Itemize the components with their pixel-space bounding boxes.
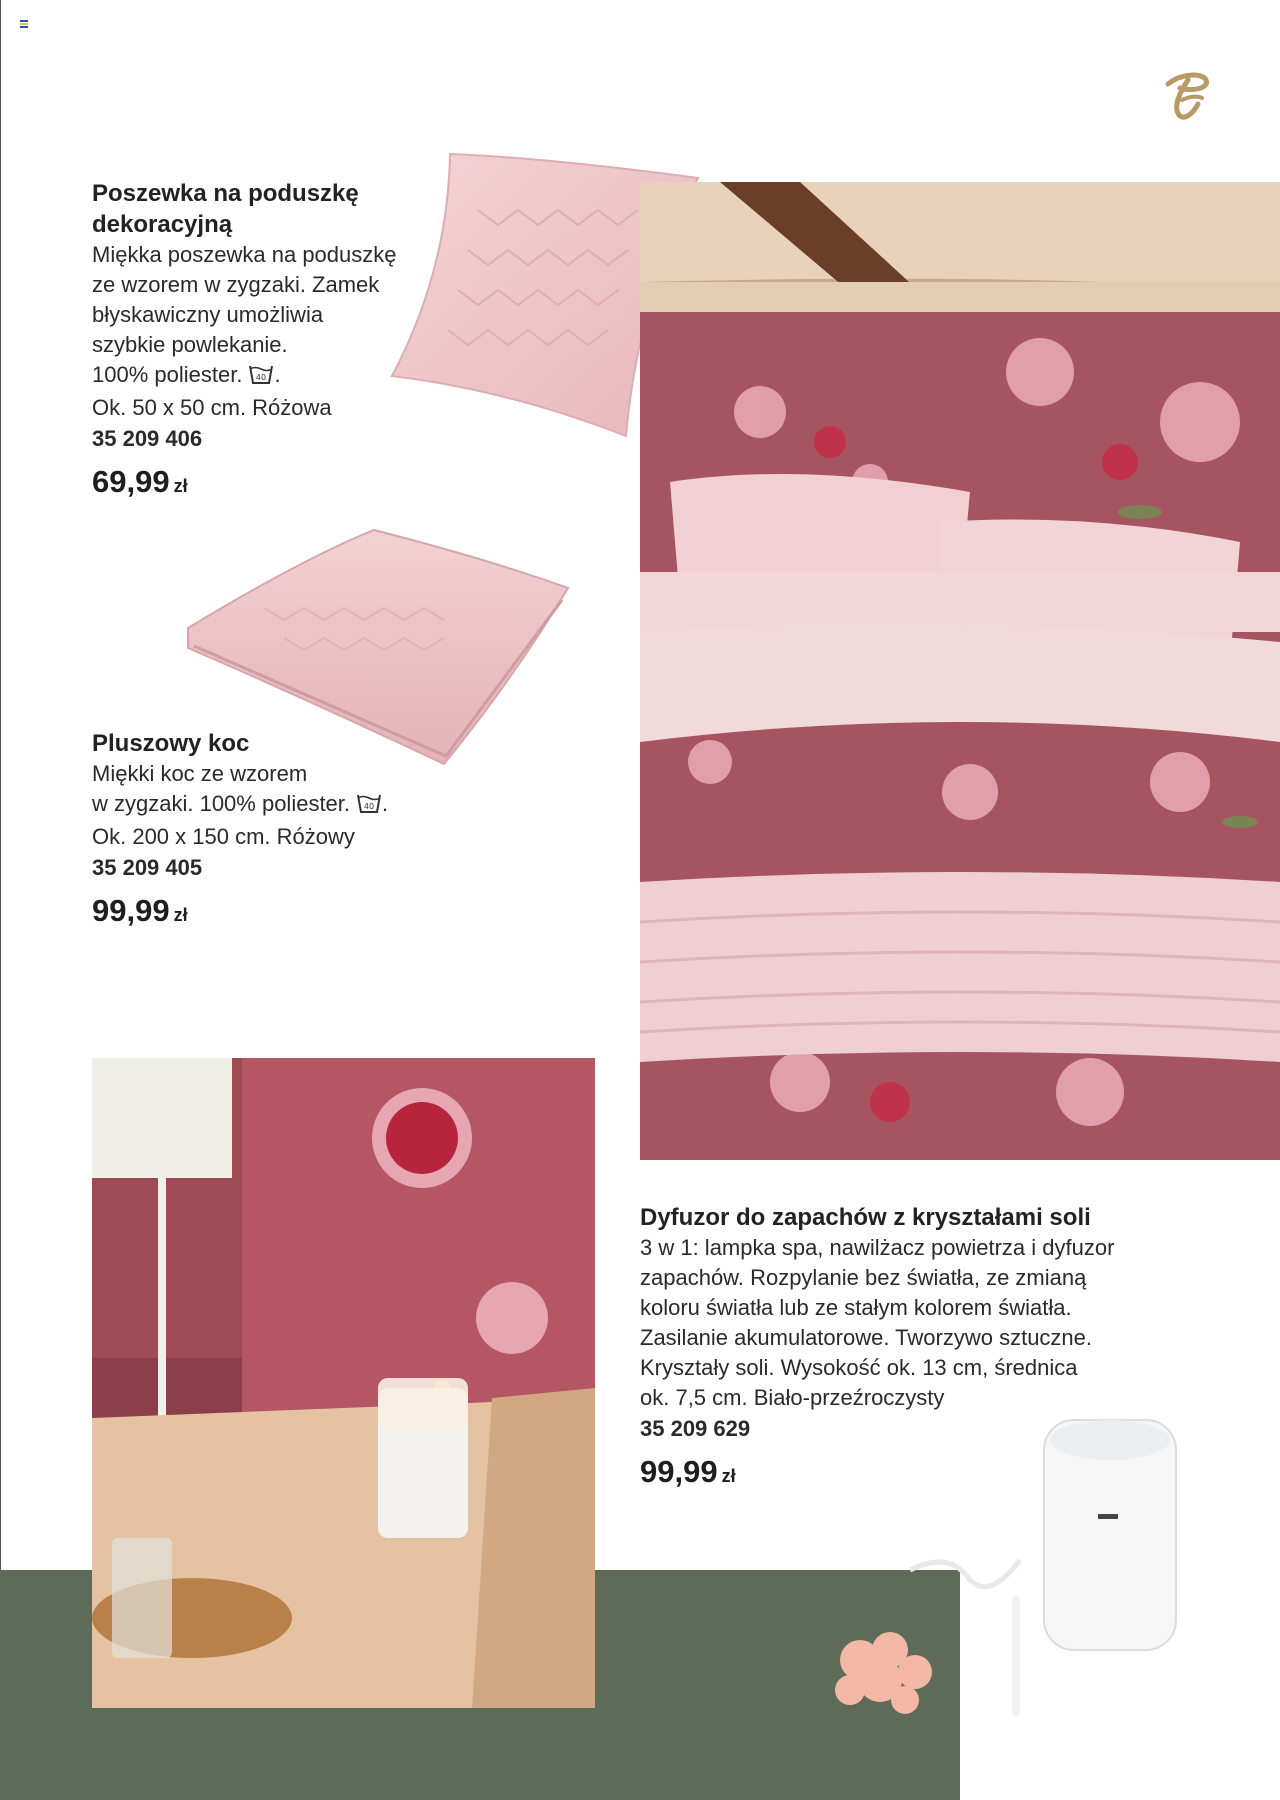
page-left-border xyxy=(0,0,1,1570)
product-price: 99,99 zł xyxy=(92,893,188,928)
product-price: 69,99 zł xyxy=(92,464,188,499)
product-desc-line: Kryształy soli. Wysokość ok. 13 cm, średnica xyxy=(640,1355,1078,1380)
tchibo-swirl-icon xyxy=(1158,66,1214,122)
product-desc-line: ok. 7,5 cm. Biało-przeźroczysty xyxy=(640,1385,945,1410)
wash-40-icon xyxy=(248,363,274,393)
product-desc-line: ze wzorem w zygzaki. Zamek xyxy=(92,272,380,297)
product-pillow-cover xyxy=(92,178,422,504)
product-sku: 35 209 629 xyxy=(640,1416,751,1441)
corner-mark xyxy=(20,20,28,26)
product-material-line: w zygzaki. 100% poliester. 40 . xyxy=(92,789,472,822)
product-title: Pluszowy koc xyxy=(92,730,250,757)
product-size-line: Ok. 200 x 150 cm. Różowy xyxy=(92,824,355,849)
product-size-line: Ok. 50 x 50 cm. Różowa xyxy=(92,395,332,420)
product-desc-line: błyskawiczny umożliwia xyxy=(92,302,324,327)
product-desc-line: w zygzaki. 100% poliester. xyxy=(92,791,351,816)
product-desc-line: Zasilanie akumulatorowe. Tworzywo sztuczne. xyxy=(640,1325,1093,1350)
product-desc-line: zapachów. Rozpylanie bez światła, ze zmianą xyxy=(640,1265,1087,1290)
product-desc-line: Miękka poszewka na poduszkę xyxy=(92,242,397,267)
product-sku: 35 209 405 xyxy=(92,855,203,880)
product-plush-blanket xyxy=(92,728,472,933)
product-material-line: 100% poliester. 40 . xyxy=(92,360,422,393)
bedside-lamp-photo xyxy=(92,1058,595,1708)
product-title: Dyfuzor do zapachów z kryształami soli xyxy=(640,1204,1091,1231)
product-desc-line: Miękki koc ze wzorem xyxy=(92,761,308,786)
svg-text:40: 40 xyxy=(256,373,267,382)
product-desc-line: szybkie powlekanie. xyxy=(92,332,288,357)
product-salt-diffuser xyxy=(640,1202,1160,1494)
wash-40-icon xyxy=(356,792,382,822)
product-sku: 35 209 406 xyxy=(92,426,203,451)
product-desc-line: 3 w 1: lampka spa, nawilżacz powietrza i dyfuzor xyxy=(640,1235,1115,1260)
svg-text:40: 40 xyxy=(363,802,375,811)
bedroom-photo xyxy=(640,182,1280,1160)
product-desc-line: 100% poliester. xyxy=(92,362,243,387)
product-desc-line: koloru światła lub ze stałym kolorem światła. xyxy=(640,1295,1072,1320)
product-price: 99,99 zł xyxy=(640,1454,736,1489)
product-title: Poszewka na poduszkę dekoracyjną xyxy=(92,180,359,238)
